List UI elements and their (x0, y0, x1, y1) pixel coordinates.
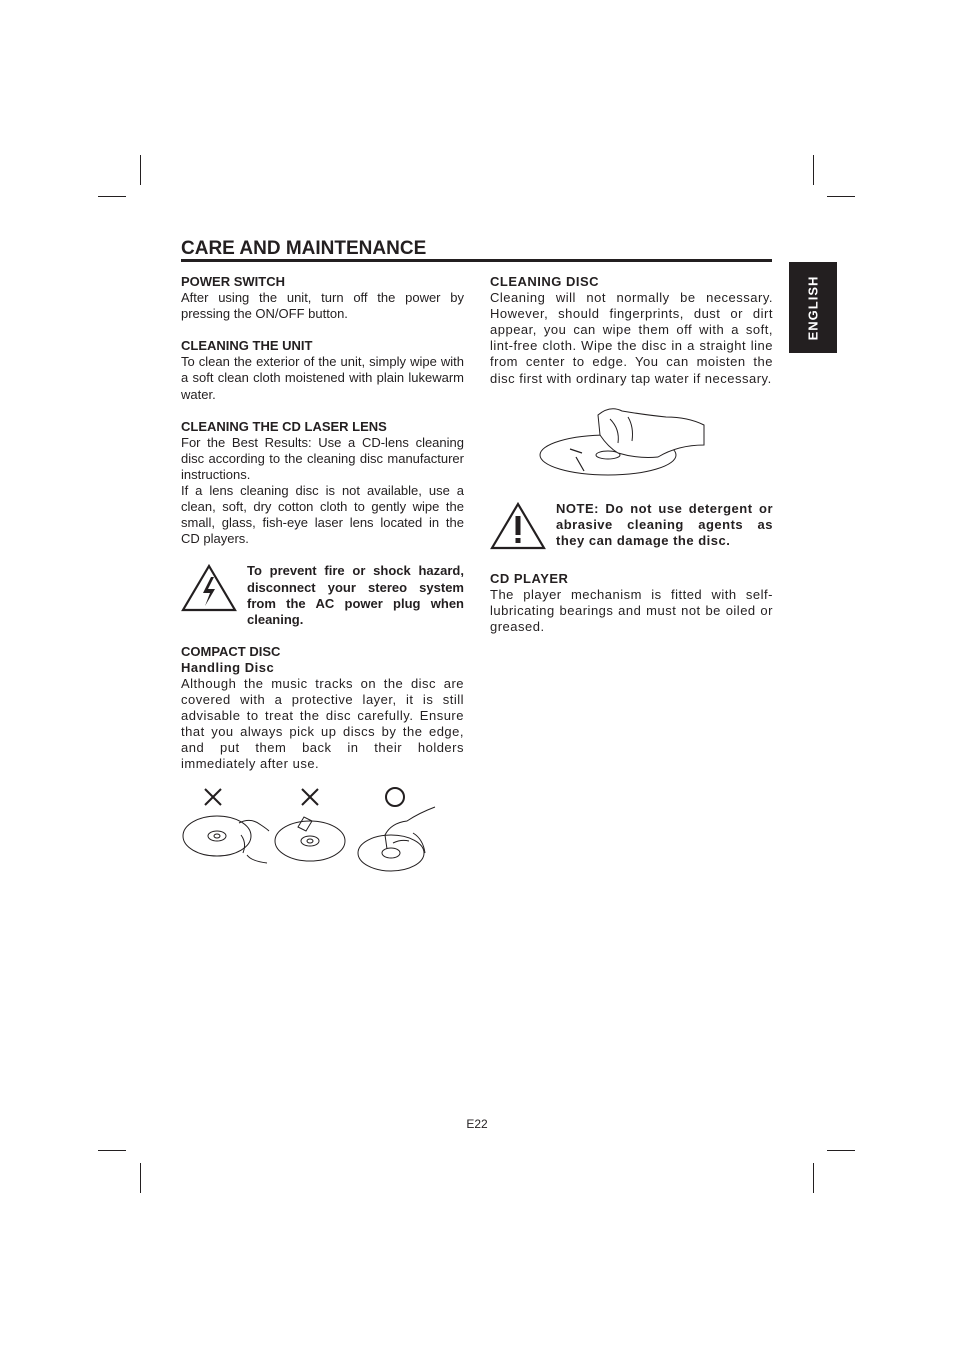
cleaning-disc-text: Cleaning will not normally be necessary. However, should fingerprints, dust or dirt appear, you can wipe them off with a soft, lint-free cloth. Wipe the disc in a straight line from center to edge. You can moisten the disc first with ordinary tap water if necessary. (490, 290, 773, 386)
right-column (490, 274, 773, 635)
crop-mark (140, 1163, 141, 1193)
correct-handling-illustration (357, 783, 441, 873)
cd-player-text: The player mechanism is fitted with self-lubricating bearings and must not be oiled or greased. (490, 586, 773, 635)
page-title: CARE AND MAINTENANCE (181, 238, 427, 259)
lightning-warning-icon (181, 563, 247, 617)
shock-warning (181, 563, 464, 627)
section-heading-compact-disc: COMPACT DISC (181, 643, 281, 659)
crop-mark (813, 155, 814, 185)
power-switch-text: After using the unit, turn off the power by pressing the ON/OFF button. (181, 290, 464, 322)
crop-mark (98, 196, 126, 197)
subheading-handling-disc: Handling Disc (181, 659, 275, 675)
wrong-handling-illustration-2 (274, 783, 354, 873)
handling-disc-text: Although the music tracks on the disc are covered with a protective layer, it is still advisable to treat the disc carefully. Ensure that you always pick up discs by the edge, and put them back in their holders immediately after use. (181, 675, 464, 772)
language-tab-label: ENGLISH (805, 275, 821, 340)
wrong-handling-illustration-1 (181, 783, 271, 873)
crop-mark (827, 1150, 855, 1151)
section-heading-power-switch: POWER SWITCH (181, 274, 285, 289)
cleaning-lens-text-1: For the Best Results: Use a CD-lens cleaning disc according to the cleaning disc manufacturer instructions. (181, 434, 464, 482)
cleaning-unit-text: To clean the exterior of the unit, simply wipe with a soft clean cloth moistened with plain lukewarm water. (181, 354, 464, 402)
crop-mark (140, 155, 141, 185)
page-number: E22 (466, 1117, 488, 1131)
detergent-note (490, 501, 773, 555)
section-heading-cd-player: CD PLAYER (490, 570, 569, 586)
exclamation-warning-icon (490, 501, 556, 555)
left-column (181, 274, 464, 873)
detergent-note-text: NOTE: Do not use detergent or abrasive cleaning agents as they can damage the disc. (556, 500, 773, 548)
section-heading-cleaning-unit: CLEANING THE UNIT (181, 338, 313, 354)
title-rule (181, 259, 772, 262)
section-heading-cleaning-lens: CLEANING THE CD LASER LENS (181, 418, 387, 434)
language-tab (789, 262, 837, 353)
cleaning-lens-text-2: If a lens cleaning disc is not available, use a clean, soft, dry cotton cloth to gently wipe the small, glass, fish-eye laser lens located in the CD players. (181, 483, 464, 547)
section-heading-cleaning-disc: CLEANING DISC (490, 274, 600, 289)
crop-mark (827, 196, 855, 197)
crop-mark (98, 1150, 126, 1151)
crop-mark (813, 1163, 814, 1193)
shock-warning-text: To prevent fire or shock hazard, disconnect your stereo system from the AC power plug when cleaning. (247, 563, 464, 627)
cleaning-disc-illustration (538, 405, 773, 481)
disc-handling-illustrations (181, 783, 441, 873)
